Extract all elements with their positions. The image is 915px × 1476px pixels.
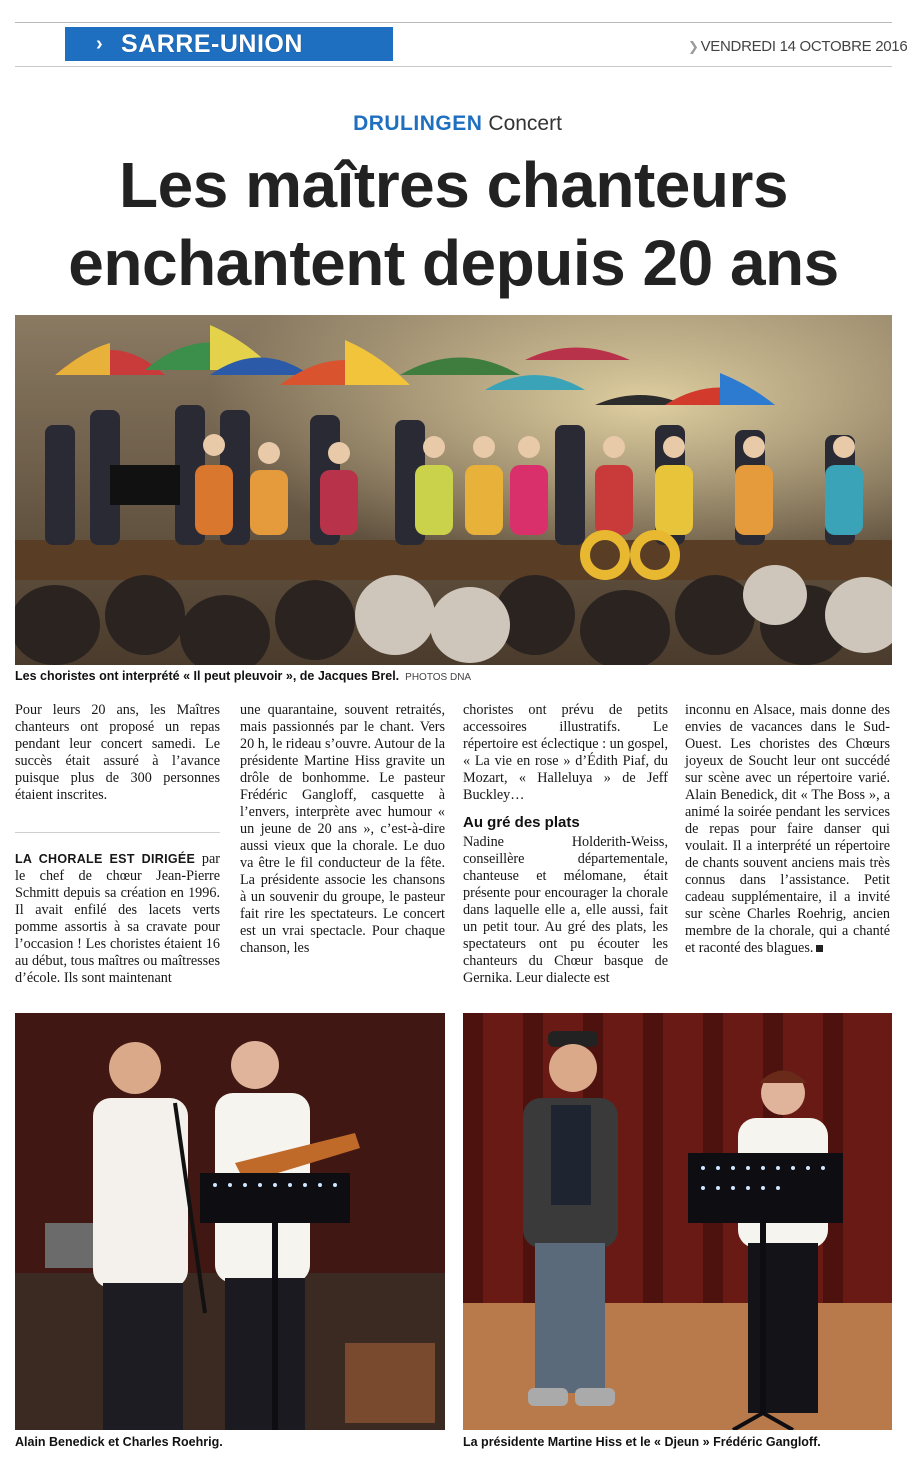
paragraph-3a-text: choristes ont prévu de petits accessoires illustratifs. Le répertoire est éclectique : un gospel, « La vie en rose » d’Édith Piaf, du Mozart, « Halleluya » de Jeff Buckley… xyxy=(463,702,668,803)
paragraph-2-text: une quarantaine, souvent retraités, mais passionnés par le chant. Vers 20 h, le rideau s’ouvre. Autour de la présidente Martine Hiss gravite un drôle de bonhomme. Le pasteur Frédéric Gangloff, casquette à l’envers, interprète avec humour « un jeune de 20 ans », c’est-à-dire aussi vieux que la chorale. Le duo va être le fil conducteur de la fête. La présidente associe les chansons à un souvenir du groupe, le pasteur fait rire les spectateurs. Le concert est un vrai spectacle. Pour chaque chanson, les xyxy=(240,702,445,956)
chevron-left-icon: ‹ xyxy=(413,33,421,55)
chevron-right-icon: ❯ xyxy=(688,39,699,54)
bottom-right-photo xyxy=(463,1013,892,1430)
paragraph-4-text: inconnu en Alsace, mais donne des envies de vacances dans le Sud-Ouest. Les choristes des Chœurs joyeux de Soucht leur ont succédé sur scène avec un répertoire varié. Alain Benedick, dit « The Boss », a animé la soirée pendant les services de repas pour faire danser qui voulait. Il a interprété un répertoire de chants souvent anciens mais très connus dans l’assistance. Petit cadeau supplémentaire, il a invité sur scène Charles Roehrig, ancien membre de la chorale, qui a chanté et raconté des blagues. xyxy=(685,702,890,956)
main-photo xyxy=(15,315,892,665)
article-subhead: Au gré des plats xyxy=(463,814,580,831)
lead-paragraph: Pour leurs 20 ans, les Maîtres chanteurs ont proposé un repas pendant leur concert samedi. Le succès était assuré à l’avance puisque plus de 300 personnes étaient inscrites. xyxy=(15,702,220,803)
header-top-rule xyxy=(15,22,892,23)
singers-photo-illustration xyxy=(15,1013,445,1430)
bottom-left-photo xyxy=(15,1013,445,1430)
choir-photo-illustration xyxy=(15,315,892,665)
issue-date xyxy=(688,38,907,55)
paragraph-3b-text: Nadine Holderith-Weiss, conseillère départementale, chanteuse et mélomane, était présente pour encourager la chorale dans laquelle elle a, elle aussi, fait un petit tour. Au gré des plats, les spectateurs ont pu écouter les chanteurs du Chœur basque de Gernika. Leur dialecte est xyxy=(463,834,668,986)
kicker-location: DRULINGEN xyxy=(353,112,483,135)
main-caption-text: Les choristes ont interprété « Il peut pleuvoir », de Jacques Brel. xyxy=(15,669,400,683)
article-column-4 xyxy=(685,702,890,957)
end-of-article-icon xyxy=(816,945,823,952)
article-kicker xyxy=(0,112,915,136)
article-lead xyxy=(15,702,220,804)
kicker-category: Concert xyxy=(488,112,562,135)
article-column-2 xyxy=(240,702,445,957)
bottom-right-caption: La présidente Martine Hiss et le « Djeun » Frédéric Gangloff. xyxy=(463,1435,821,1449)
paragraph-1-text: par le chef de chœur Jean-Pierre Schmitt depuis sa création en 1996. Il avait enfilé des lacets verts pomme assortis à sa cravate pour l’occasion ! Les choristes étaient 16 au début, tous maîtres ou maîtresses d’école. Ils sont maintenant xyxy=(15,851,221,986)
main-photo-caption xyxy=(15,669,471,683)
column-rule xyxy=(15,832,220,833)
photo-credit: PHOTOS DNA xyxy=(405,672,472,683)
headline-line-2: enchantent depuis 20 ans xyxy=(68,227,839,299)
section-tab xyxy=(65,27,421,61)
article-column-1 xyxy=(15,851,220,987)
article-headline xyxy=(15,146,892,302)
headline-line-1: Les maîtres chanteurs xyxy=(119,149,788,221)
bottom-left-caption: Alain Benedick et Charles Roehrig. xyxy=(15,1435,223,1449)
paragraph-lead-in: LA CHORALE EST DIRIGÉE xyxy=(15,852,196,866)
header-bottom-rule xyxy=(15,66,892,67)
chevron-right-icon: › xyxy=(96,33,104,55)
section-label: SARRE-UNION xyxy=(121,30,303,58)
president-photo-illustration xyxy=(463,1013,892,1430)
article-column-3 xyxy=(463,702,668,987)
issue-date-text: VENDREDI 14 OCTOBRE 2016 xyxy=(700,38,908,55)
